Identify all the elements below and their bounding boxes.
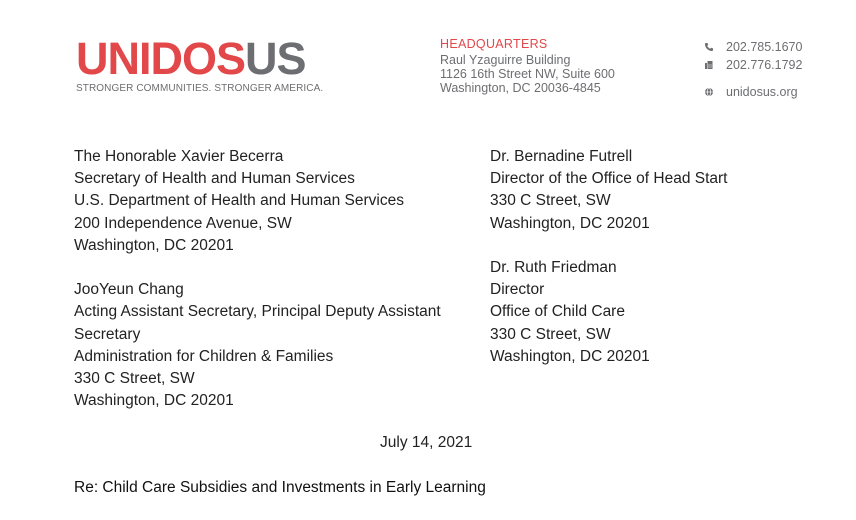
logo-part-unid: UNID <box>76 33 182 84</box>
recipient-org: Office of Child Care <box>490 303 625 321</box>
recipient-block <box>74 146 474 257</box>
logo-wordmark <box>76 33 323 84</box>
fax-icon <box>704 60 714 70</box>
address-line: Raul Yzaguirre Building <box>440 53 571 67</box>
recipient-name: The Honorable Xavier Becerra <box>74 148 284 165</box>
headquarters-address <box>440 37 615 95</box>
recipient-city: Washington, DC 20201 <box>490 214 650 232</box>
phone-icon <box>704 42 714 52</box>
web-row <box>704 83 802 101</box>
recipient-org: Administration for Children & Families <box>74 347 334 365</box>
letter-date: July 14, 2021 <box>380 434 473 451</box>
recipient-block <box>490 146 830 235</box>
recipient-name: JooYeun Chang <box>74 281 184 299</box>
recipient-city: Washington, DC 20201 <box>74 236 234 254</box>
recipient-street: 200 Independence Avenue, SW <box>74 214 292 232</box>
recipient-title: Director of the Office of Head Start <box>490 170 728 188</box>
recipients-right-column <box>490 146 830 368</box>
recipient-org: U.S. Department of Health and Human Services <box>74 192 404 210</box>
phone-number: 202.785.1670 <box>726 40 803 54</box>
letter-subject: Re: Child Care Subsidies and Investments in Early Learning <box>74 479 486 496</box>
recipient-name: Dr. Bernadine Futrell <box>490 148 633 165</box>
recipient-city: Washington, DC 20201 <box>74 392 234 410</box>
recipient-street: 330 C Street, SW <box>74 370 195 388</box>
recipient-title-continued: Secretary <box>74 325 141 343</box>
recipient-title: Secretary of Health and Human Services <box>74 170 355 188</box>
recipient-title: Acting Assistant Secretary, Principal Deputy Assistant <box>74 303 441 321</box>
fax-number: 202.776.1792 <box>726 58 803 72</box>
unidosus-logo <box>76 33 324 94</box>
fax-row <box>704 56 802 74</box>
contact-info <box>704 38 802 101</box>
recipient-city: Washington, DC 20201 <box>490 347 650 365</box>
logo-part-us: US <box>245 33 306 84</box>
recipient-block <box>74 279 474 412</box>
headquarters-title: HEADQUARTERS <box>440 37 548 51</box>
recipient-block <box>490 257 830 368</box>
phone-row <box>704 38 802 56</box>
recipient-name: Dr. Ruth Friedman <box>490 259 617 276</box>
logo-part-os: OS <box>182 33 246 84</box>
website-link[interactable]: unidosus.org <box>726 85 798 99</box>
recipient-street: 330 C Street, SW <box>490 192 611 210</box>
address-line: Washington, DC 20036-4845 <box>440 81 601 95</box>
globe-icon <box>704 87 714 97</box>
logo-tagline: STRONGER COMMUNITIES. STRONGER AMERICA. <box>76 83 324 94</box>
recipient-street: 330 C Street, SW <box>490 325 611 343</box>
recipients-left-column <box>74 146 474 412</box>
address-line: 1126 16th Street NW, Suite 600 <box>440 67 615 81</box>
recipient-title: Director <box>490 281 545 299</box>
